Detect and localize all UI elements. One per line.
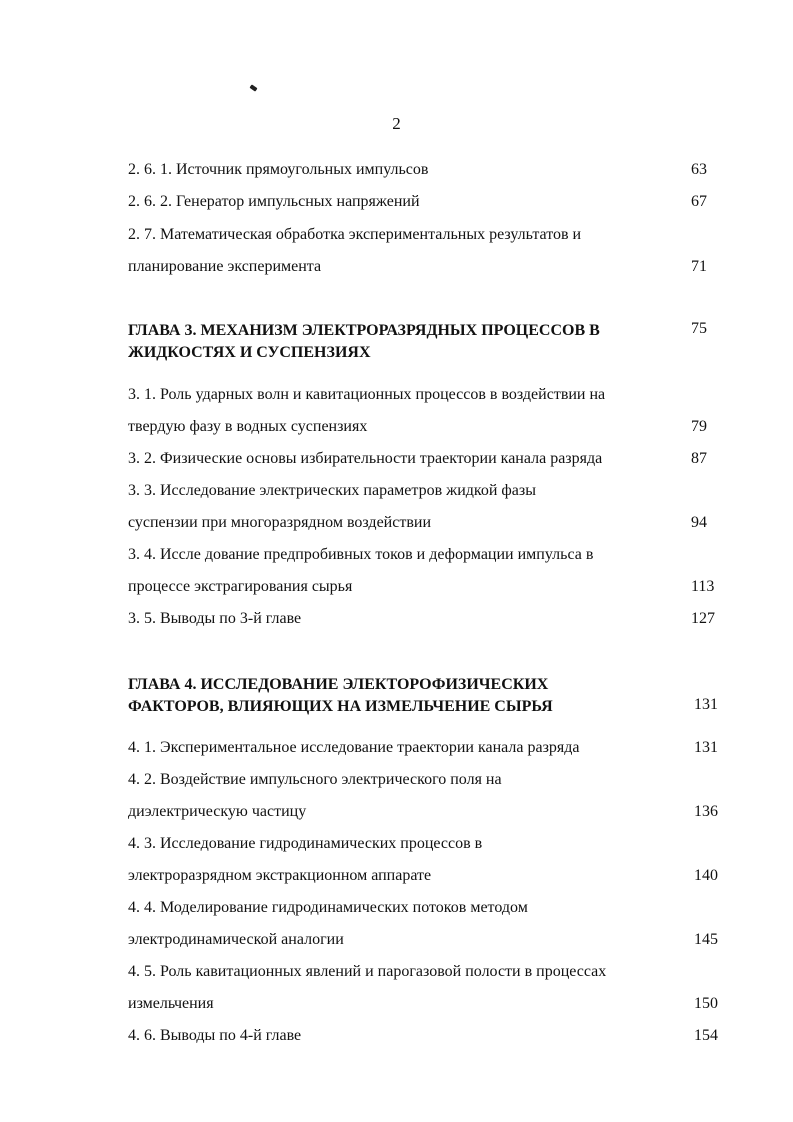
toc-entry-page: 63 bbox=[691, 161, 707, 178]
toc-entry-text: 2. 6. 2. Генератор импульсных напряжений bbox=[128, 193, 420, 210]
scan-speck bbox=[249, 84, 257, 91]
chapter-heading-line1: ГЛАВА 4. ИССЛЕДОВАНИЕ ЭЛЕКТОРОФИЗИЧЕСКИХ bbox=[128, 676, 549, 693]
toc-entry-page: 131 bbox=[694, 739, 718, 756]
toc-entry-text: 3. 5. Выводы по 3-й главе bbox=[128, 610, 302, 627]
toc-entry-text: 2. 7. Математическая обработка экспериментальных результатов и bbox=[128, 226, 582, 243]
toc-entry-page: 150 bbox=[694, 995, 718, 1012]
toc-entry-text: планирование эксперимента bbox=[128, 258, 322, 275]
toc-entry-page: 79 bbox=[691, 418, 707, 435]
toc-entry-page: 94 bbox=[691, 514, 707, 531]
toc-entry-text: 2. 6. 1. Источник прямоугольных импульсов bbox=[128, 161, 429, 178]
chapter-heading-line2: ЖИДКОСТЯХ И СУСПЕНЗИЯХ bbox=[128, 344, 371, 361]
chapter-heading-line1: ГЛАВА 3. МЕХАНИЗМ ЭЛЕКТРОРАЗРЯДНЫХ ПРОЦЕССОВ В bbox=[128, 322, 600, 339]
toc-entry-text: 3. 1. Роль ударных волн и кавитационных процессов в воздействии на bbox=[128, 386, 606, 403]
toc-entry-page: 154 bbox=[694, 1027, 718, 1044]
toc-entry-page: 145 bbox=[694, 931, 718, 948]
toc-entry-text: 4. 3. Исследование гидродинамических процессов в bbox=[128, 835, 483, 852]
toc-entry-text: 4. 6. Выводы по 4-й главе bbox=[128, 1027, 302, 1044]
toc-entry-page: 127 bbox=[691, 610, 715, 627]
toc-entry-text: измельчения bbox=[128, 995, 214, 1012]
toc-entry-page: 67 bbox=[691, 193, 707, 210]
toc-entry-text: 4. 5. Роль кавитационных явлений и парогазовой полости в процессах bbox=[128, 963, 607, 980]
chapter-page: 131 bbox=[694, 696, 718, 713]
toc-entry-page: 71 bbox=[691, 258, 707, 275]
toc-entry-text: 3. 3. Исследование электрических параметров жидкой фазы bbox=[128, 482, 536, 499]
toc-entry-text: 3. 4. Иссле дование предпробивных токов и деформации импульса в bbox=[128, 546, 594, 563]
toc-entry-page: 140 bbox=[694, 867, 718, 884]
toc-entry-text: процессе экстрагирования сырья bbox=[128, 578, 353, 595]
chapter-heading-line2: ФАКТОРОВ, ВЛИЯЮЩИХ НА ИЗМЕЛЬЧЕНИЕ СЫРЬЯ bbox=[128, 698, 553, 715]
toc-entry-page: 113 bbox=[691, 578, 715, 595]
toc-entry-page: 136 bbox=[694, 803, 718, 820]
toc-entry-text: 4. 4. Моделирование гидродинамических потоков методом bbox=[128, 899, 528, 916]
toc-entry-text: суспензии при многоразрядном воздействии bbox=[128, 514, 431, 531]
toc-entry-text: электродинамической аналогии bbox=[128, 931, 344, 948]
chapter-heading bbox=[128, 674, 553, 718]
toc-entry-page: 87 bbox=[691, 450, 707, 467]
chapter-heading bbox=[128, 320, 600, 364]
page-number: 2 bbox=[392, 114, 401, 133]
toc-entry-text: диэлектрическую частицу bbox=[128, 803, 307, 820]
toc-entry-text: 4. 2. Воздействие импульсного электрического поля на bbox=[128, 771, 502, 788]
toc-entry-text: 3. 2. Физические основы избирательности траектории канала разряда bbox=[128, 450, 603, 467]
toc-entry-text: 4. 1. Экспериментальное исследование траектории канала разряда bbox=[128, 739, 580, 756]
toc-entry-text: твердую фазу в водных суспензиях bbox=[128, 418, 368, 435]
chapter-page: 75 bbox=[691, 320, 707, 337]
toc-entry-text: электроразрядном экстракционном аппарате bbox=[128, 867, 432, 884]
